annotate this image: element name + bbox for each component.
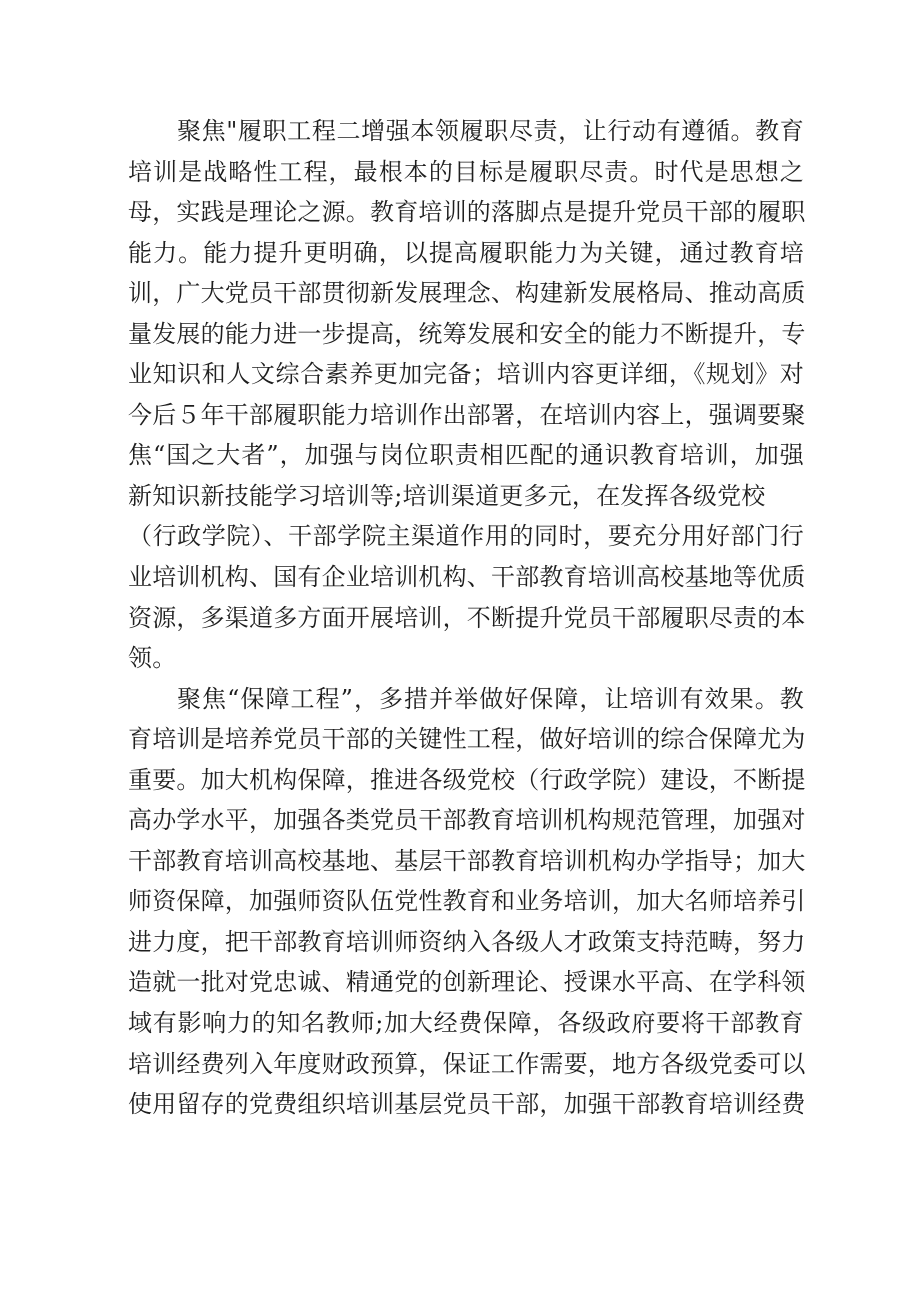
text-line: 业培训机构、国有企业培训机构、干部教育培训高校基地等优质 xyxy=(128,563,806,592)
text-line: 资源，多渠道多方面开展培训，不断提升党员干部履职尽责的本 xyxy=(128,603,806,632)
text-line: 域有影响力的知名教师;加大经费保障，各级政府要将干部教育 xyxy=(128,1009,804,1038)
text-line: 今后５年干部履职能力培训作出部署，在培训内容上，强调要聚 xyxy=(128,400,806,429)
text-line: 领。 xyxy=(128,644,177,673)
text-line: 焦“国之大者”，加强与岗位职责相匹配的通识教育培训，加强 xyxy=(128,441,804,470)
text-line: 造就一批对党忠诚、精通党的创新理论、授课水平高、在学科领 xyxy=(128,968,806,997)
text-line: 量发展的能力进一步提高，统筹发展和安全的能力不断提升，专 xyxy=(128,319,806,348)
text-line: 进力度，把干部教育培训师资纳入各级人才政策支持范畴，努力 xyxy=(128,927,806,956)
text-line: 新知识新技能学习培训等;培训渠道更多元，在发挥各级党校 xyxy=(128,481,766,510)
text-line: 训，广大党员干部贯彻新发展理念、构建新发展格局、推动高质 xyxy=(128,279,806,308)
document-body xyxy=(128,111,804,1125)
text-line: 培训经费列入年度财政预算，保证工作需要，地方各级党委可以 xyxy=(128,1049,806,1078)
text-line: 重要。加大机构保障，推进各级党校（行政学院）建设，不断提 xyxy=(128,765,806,794)
text-line: 聚焦“保障工程”，多措并举做好保障，让培训有效果。教 xyxy=(177,684,804,713)
paragraph-performance-project xyxy=(128,111,804,679)
text-line: 师资保障，加强师资队伍党性教育和业务培训，加大名师培养引 xyxy=(128,887,806,916)
text-line: 使用留存的党费组织培训基层党员干部，加强干部教育培训经费 xyxy=(128,1090,806,1119)
text-line: 聚焦"履职工程二增强本领履职尽责，让行动有遵循。教育 xyxy=(177,117,804,145)
text-line: （行政学院）、干部学院主渠道作用的同时，要充分用好部门行 xyxy=(128,522,804,551)
text-line: 高办学水平，加强各类党员干部教育培训机构规范管理，加强对 xyxy=(128,806,806,835)
text-line: 育培训是培养党员干部的关键性工程，做好培训的综合保障尤为 xyxy=(128,725,806,754)
text-line: 能力。能力提升更明确，以提高履职能力为关键，通过教育培 xyxy=(128,238,804,267)
text-line: 培训是战略性工程，最根本的目标是履职尽责。时代是思想之 xyxy=(128,157,804,186)
text-line: 干部教育培训高校基地、基层干部教育培训机构办学指导；加大 xyxy=(128,846,806,875)
text-line: 业知识和人文综合素养更加完备；培训内容更详细，《规划》对 xyxy=(128,360,804,389)
text-line: 母，实践是理论之源。教育培训的落脚点是提升党员干部的履职 xyxy=(128,198,806,227)
paragraph-guarantee-project xyxy=(128,679,804,1125)
